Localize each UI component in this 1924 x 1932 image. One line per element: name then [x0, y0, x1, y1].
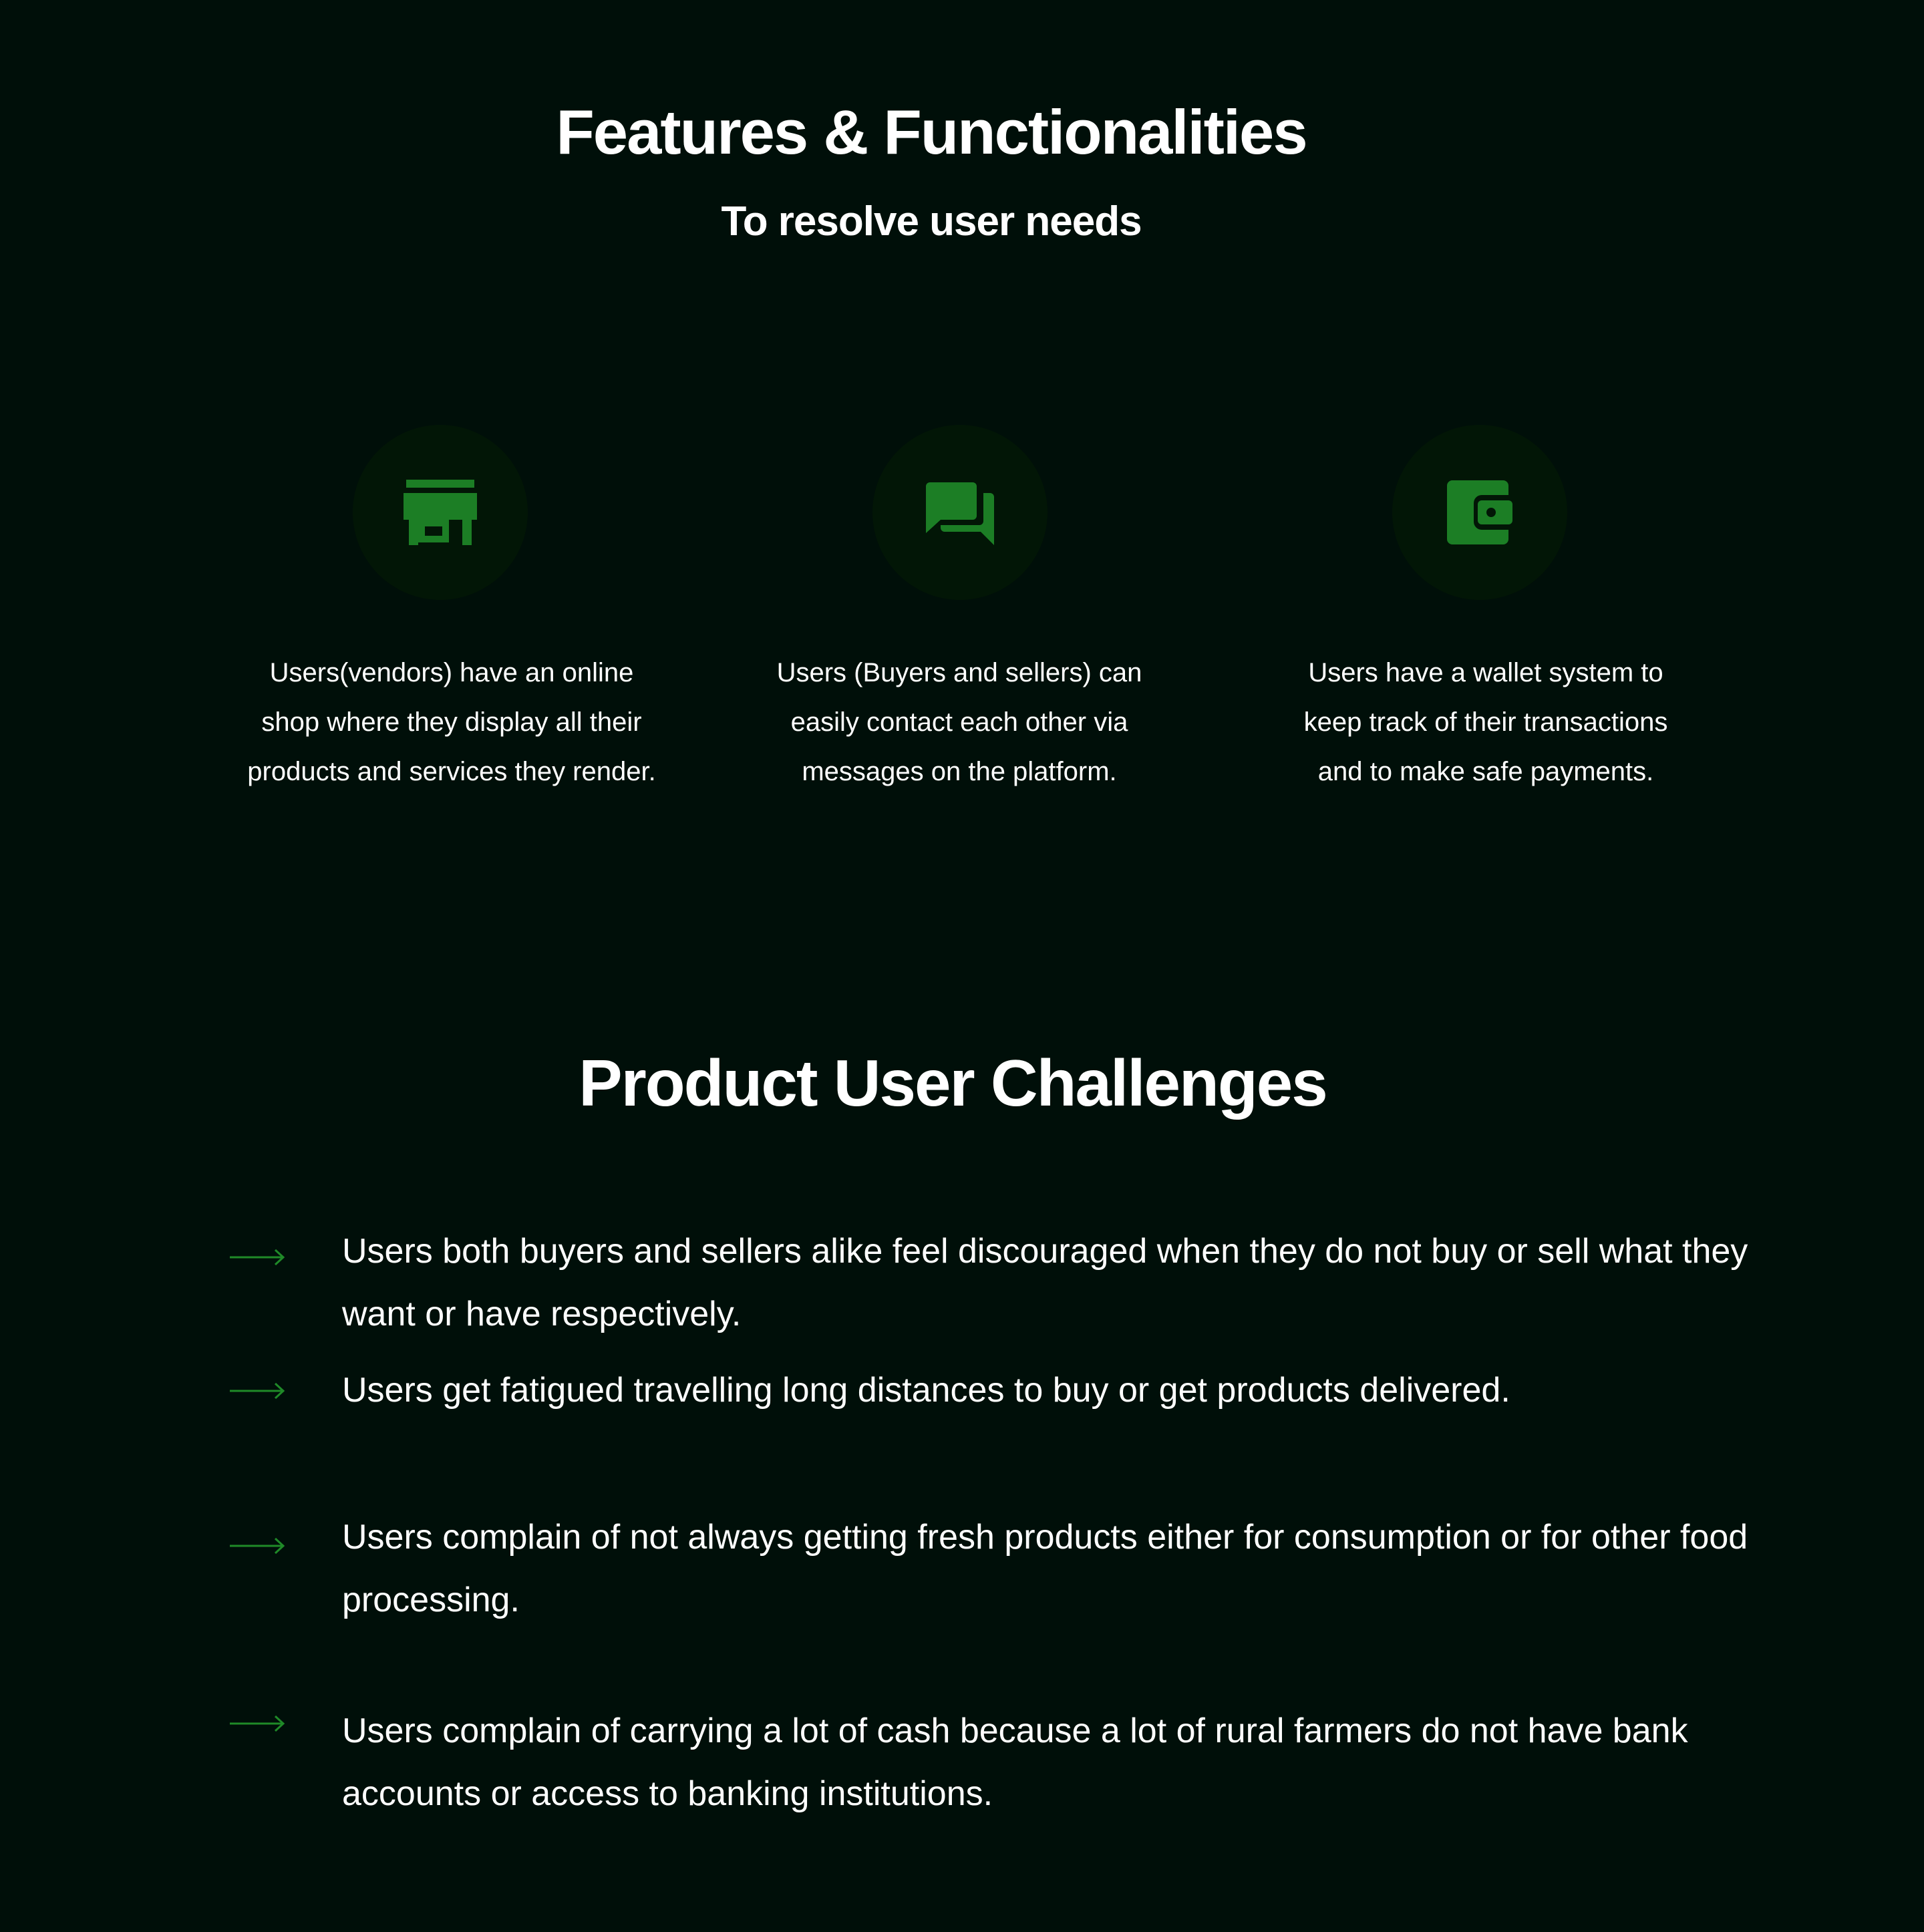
wallet-icon — [1447, 480, 1512, 544]
wallet-icon-circle — [1392, 425, 1567, 600]
chat-icon — [926, 480, 994, 545]
page-subtitle: To resolve user needs — [721, 198, 1142, 245]
challenge-item-3: Users complain of not always getting fresh products either for consumption or for other food processing. — [342, 1518, 1748, 1619]
page-title: Features & Functionalities — [556, 97, 1307, 167]
store-icon — [404, 480, 477, 545]
feature-card-chat — [752, 425, 1166, 852]
feature-text-wallet: Users have a wallet system to keep track of their transactions and to make safe payments. — [1303, 658, 1668, 786]
feature-card-store — [245, 425, 659, 852]
feature-text-store: Users(vendors) have an online shop where they display all their products and services they render. — [247, 658, 656, 786]
arrow-right-icon — [230, 1537, 286, 1555]
feature-text-chat: Users (Buyers and sellers) can easily contact each other via messages on the platform. — [776, 658, 1142, 786]
challenges-title: Product User Challenges — [579, 1046, 1327, 1120]
feature-card-wallet — [1279, 425, 1693, 852]
challenge-item-4: Users complain of carrying a lot of cash because a lot of rural farmers do not have bank accounts or access to banking institutions. — [342, 1712, 1688, 1813]
arrow-right-icon — [230, 1382, 286, 1400]
challenge-item-2: Users get fatigued travelling long distances to buy or get products delivered. — [342, 1371, 1510, 1410]
chat-icon-circle — [872, 425, 1048, 600]
arrow-right-icon — [230, 1248, 286, 1267]
store-icon-circle — [353, 425, 528, 600]
arrow-right-icon — [230, 1714, 286, 1733]
challenge-item-1: Users both buyers and sellers alike feel discouraged when they do not buy or sell what they want or have respectively. — [342, 1232, 1748, 1333]
